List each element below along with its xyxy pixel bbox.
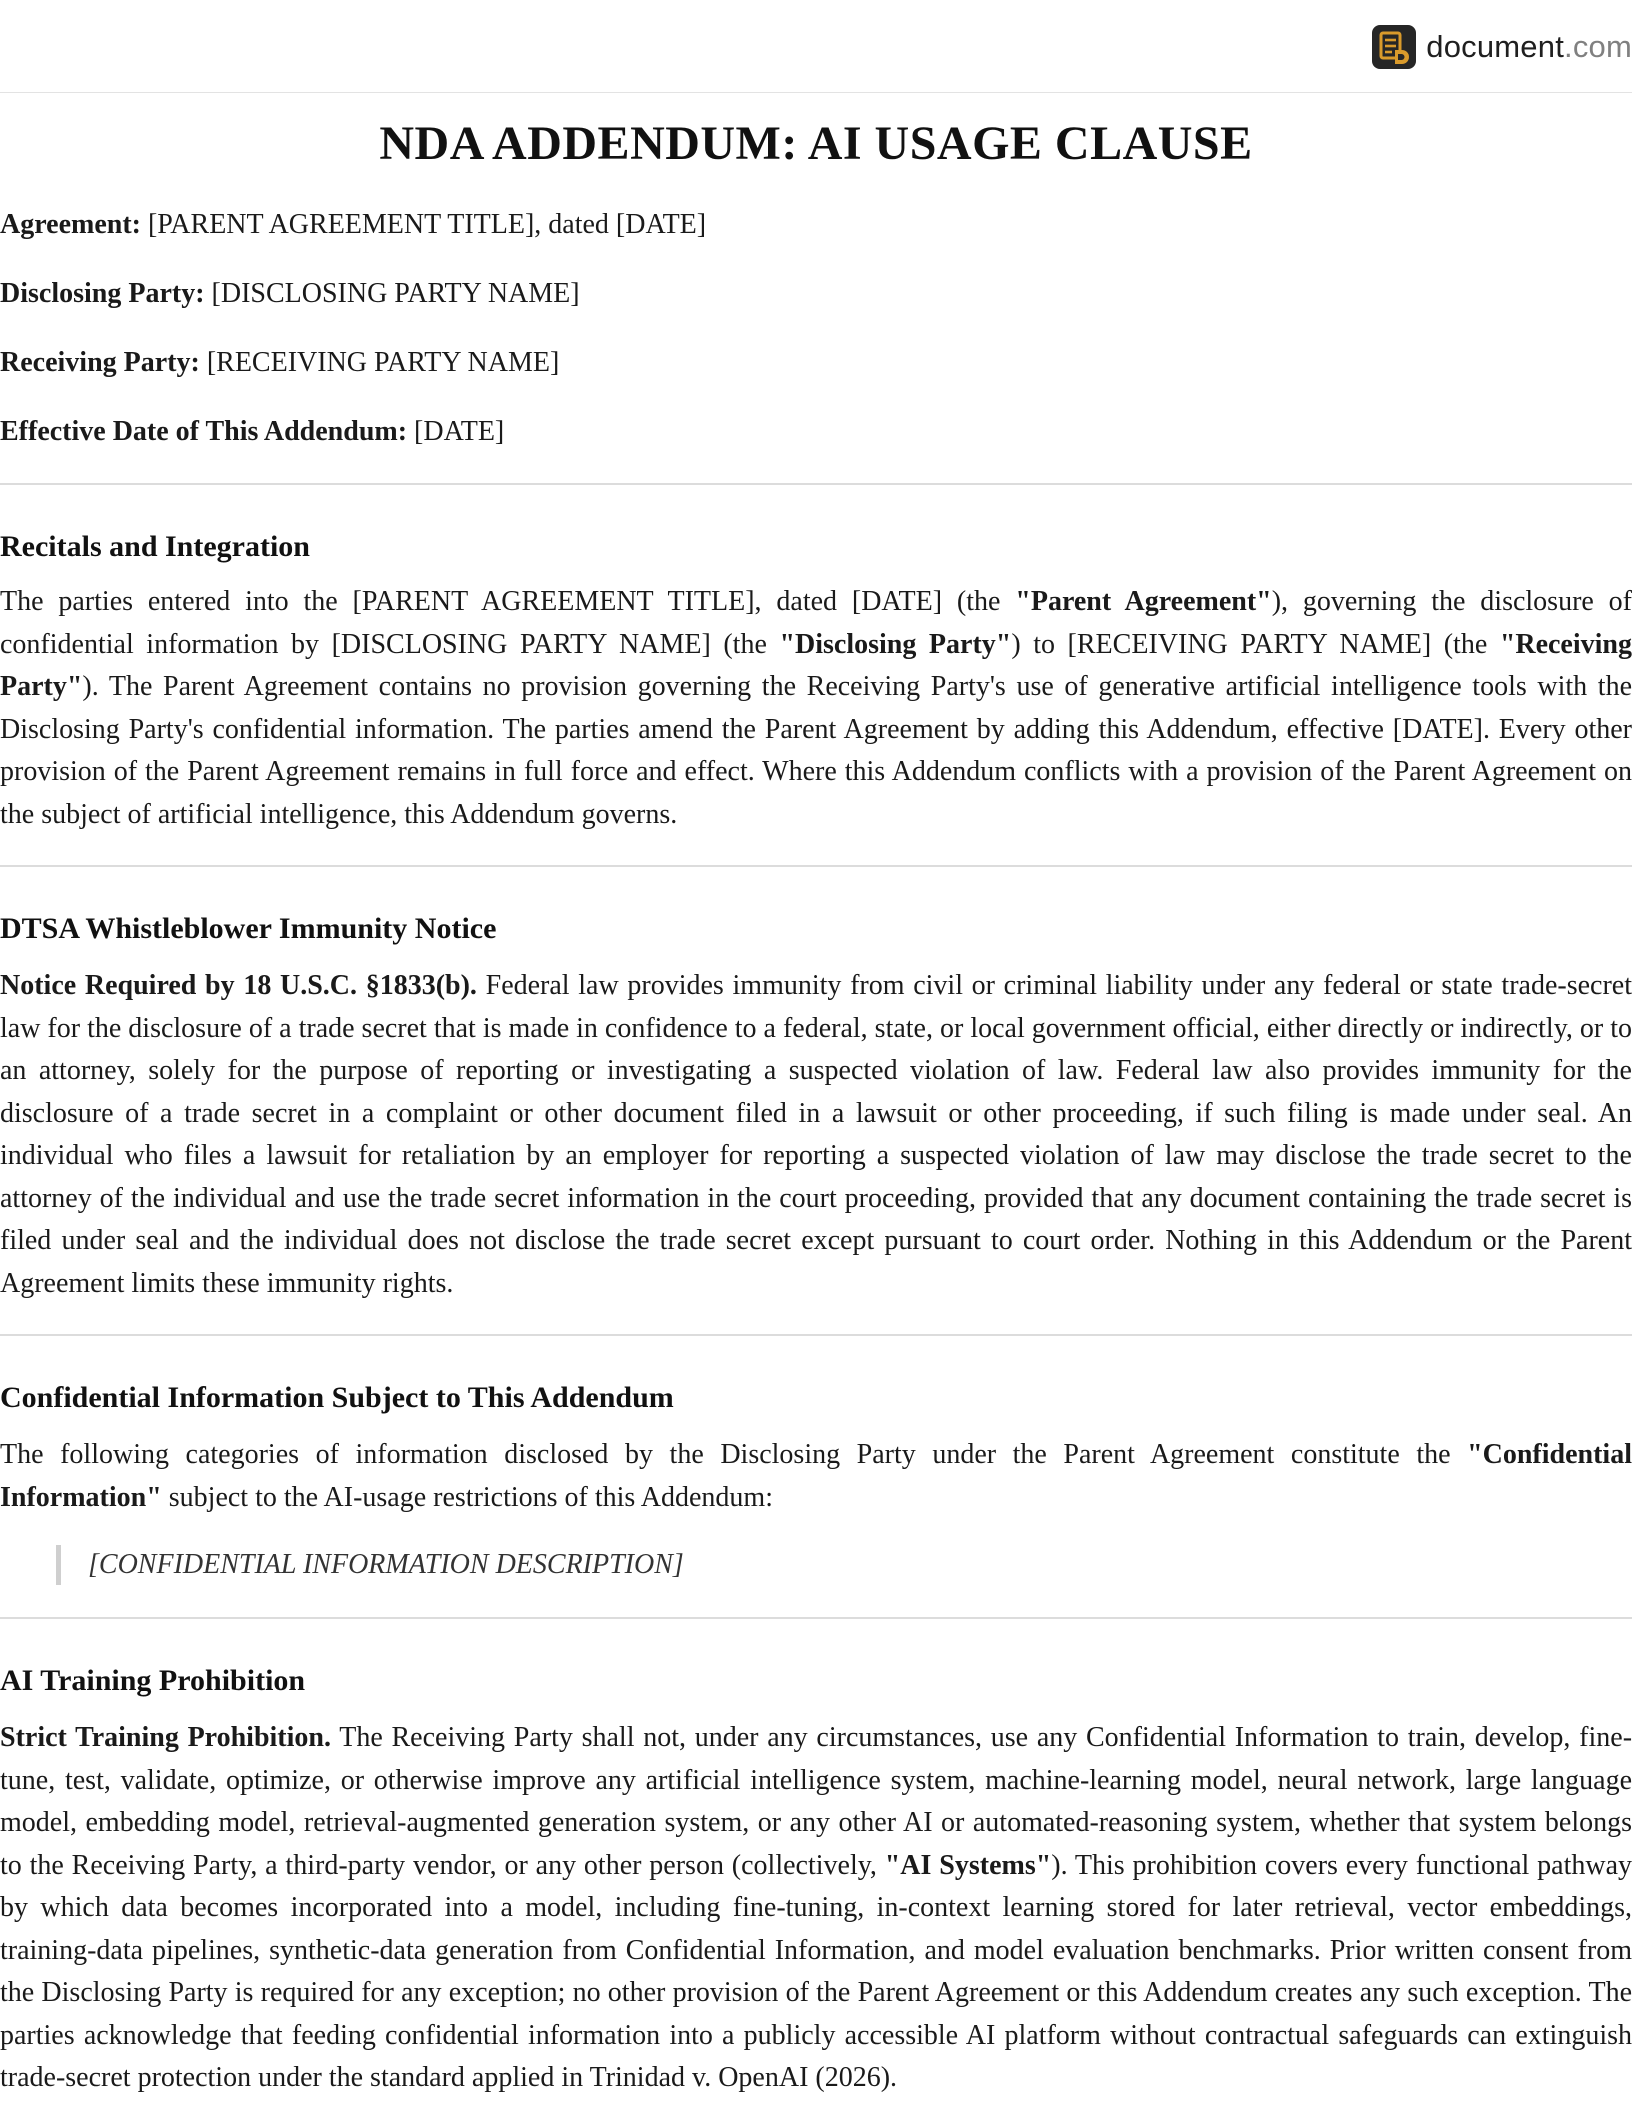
document-body xyxy=(0,93,1632,2100)
divider xyxy=(0,483,1632,485)
meta-agreement: Agreement: [PARENT AGREEMENT TITLE], dated [DATE] xyxy=(0,209,707,240)
divider xyxy=(0,865,1632,867)
brand-wordmark: document.com xyxy=(1426,29,1632,64)
meta-effective-date: Effective Date of This Addendum: [DATE] xyxy=(0,416,505,447)
section-heading-training: AI Training Prohibition xyxy=(0,1664,306,1697)
confidential-description-quote: [CONFIDENTIAL INFORMATION DESCRIPTION] xyxy=(56,1545,1632,1585)
dtsa-paragraph: Notice Required by 18 U.S.C. §1833(b). Federal law provides immunity from civil or criminal liability under any federal or state trade-secret law for the disclosure of a trade secret that is made in confidence to a federal, state, or local government official, either directly or indirectly, or to an attorney, solely for the purpose of reporting or investigating a suspected violation of law. Federal law also provides immunity for the disclosure of a trade secret in a complaint or other document filed in a lawsuit or other proceeding, if such filing is made under seal. An individual who files a lawsuit for retaliation by an employer for reporting a suspected violation of law may disclose the trade secret to the attorney of the individual and use the trade secret information in the court proceeding, provided that any document containing the trade secret is filed under seal and the individual does not disclose the trade secret except pursuant to court order. Nothing in this Addendum or the Parent Agreement limits these immunity rights. xyxy=(0,970,1632,1299)
document-logo-icon xyxy=(1372,25,1416,69)
recitals-paragraph: The parties entered into the [PARENT AGREEMENT TITLE], dated [DATE] (the "Parent Agreement"), governing the disclosure of confidential information by [DISCLOSING PARTY NAME] (the "Disclosing Party") to [RECEIVING PARTY NAME] (the "Receiving Party"). The Parent Agreement contains no provision governing the Receiving Party's use of generative artificial intelligence tools with the Disclosing Party's confidential information. The parties amend the Parent Agreement by adding this Addendum, effective [DATE]. Every other provision of the Parent Agreement remains in full force and effect. Where this Addendum conflicts with a provision of the Parent Agreement on the subject of artificial intelligence, this Addendum governs. xyxy=(0,586,1632,830)
top-bar xyxy=(0,0,1632,93)
meta-receiving-party: Receiving Party: [RECEIVING PARTY NAME] xyxy=(0,347,560,378)
section-heading-dtsa: DTSA Whistleblower Immunity Notice xyxy=(0,912,497,945)
section-heading-confidential: Confidential Information Subject to This Addendum xyxy=(0,1381,674,1414)
training-paragraph: Strict Training Prohibition. The Receiving Party shall not, under any circumstances, use any Confidential Information to train, develop, fine-tune, test, validate, optimize, or otherwise improve any artificial intelligence system, machine-learning model, neural network, large language model, embedding model, retrieval-augmented generation system, or any other AI or automated-reasoning system, whether that system belongs to the Receiving Party, a third-party vendor, or any other person (collectively, "AI Systems"). This prohibition covers every functional pathway by which data becomes incorporated into a model, including fine-tuning, in-context learning stored for later retrieval, vector embeddings, training-data pipelines, synthetic-data generation from Confidential Information, and model evaluation benchmarks. Prior written consent from the Disclosing Party is required for any exception; no other provision of the Parent Agreement or this Addendum creates any such exception. The parties acknowledge that feeding confidential information into a publicly accessible AI platform without contractual safeguards can extinguish trade-secret protection under the standard applied in Trinidad v. OpenAI (2026). xyxy=(0,1722,1632,2093)
section-heading-recitals: Recitals and Integration xyxy=(0,530,310,563)
document-title: NDA ADDENDUM: AI USAGE CLAUSE xyxy=(379,117,1253,170)
brand[interactable] xyxy=(1372,25,1632,69)
divider xyxy=(0,1334,1632,1336)
confidential-paragraph: The following categories of information disclosed by the Disclosing Party under the Parent Agreement constitute the "Confidential Information" subject to the AI-usage restrictions of this Addendum: xyxy=(0,1439,1632,1513)
divider xyxy=(0,1617,1632,1619)
meta-disclosing-party: Disclosing Party: [DISCLOSING PARTY NAME] xyxy=(0,278,580,309)
